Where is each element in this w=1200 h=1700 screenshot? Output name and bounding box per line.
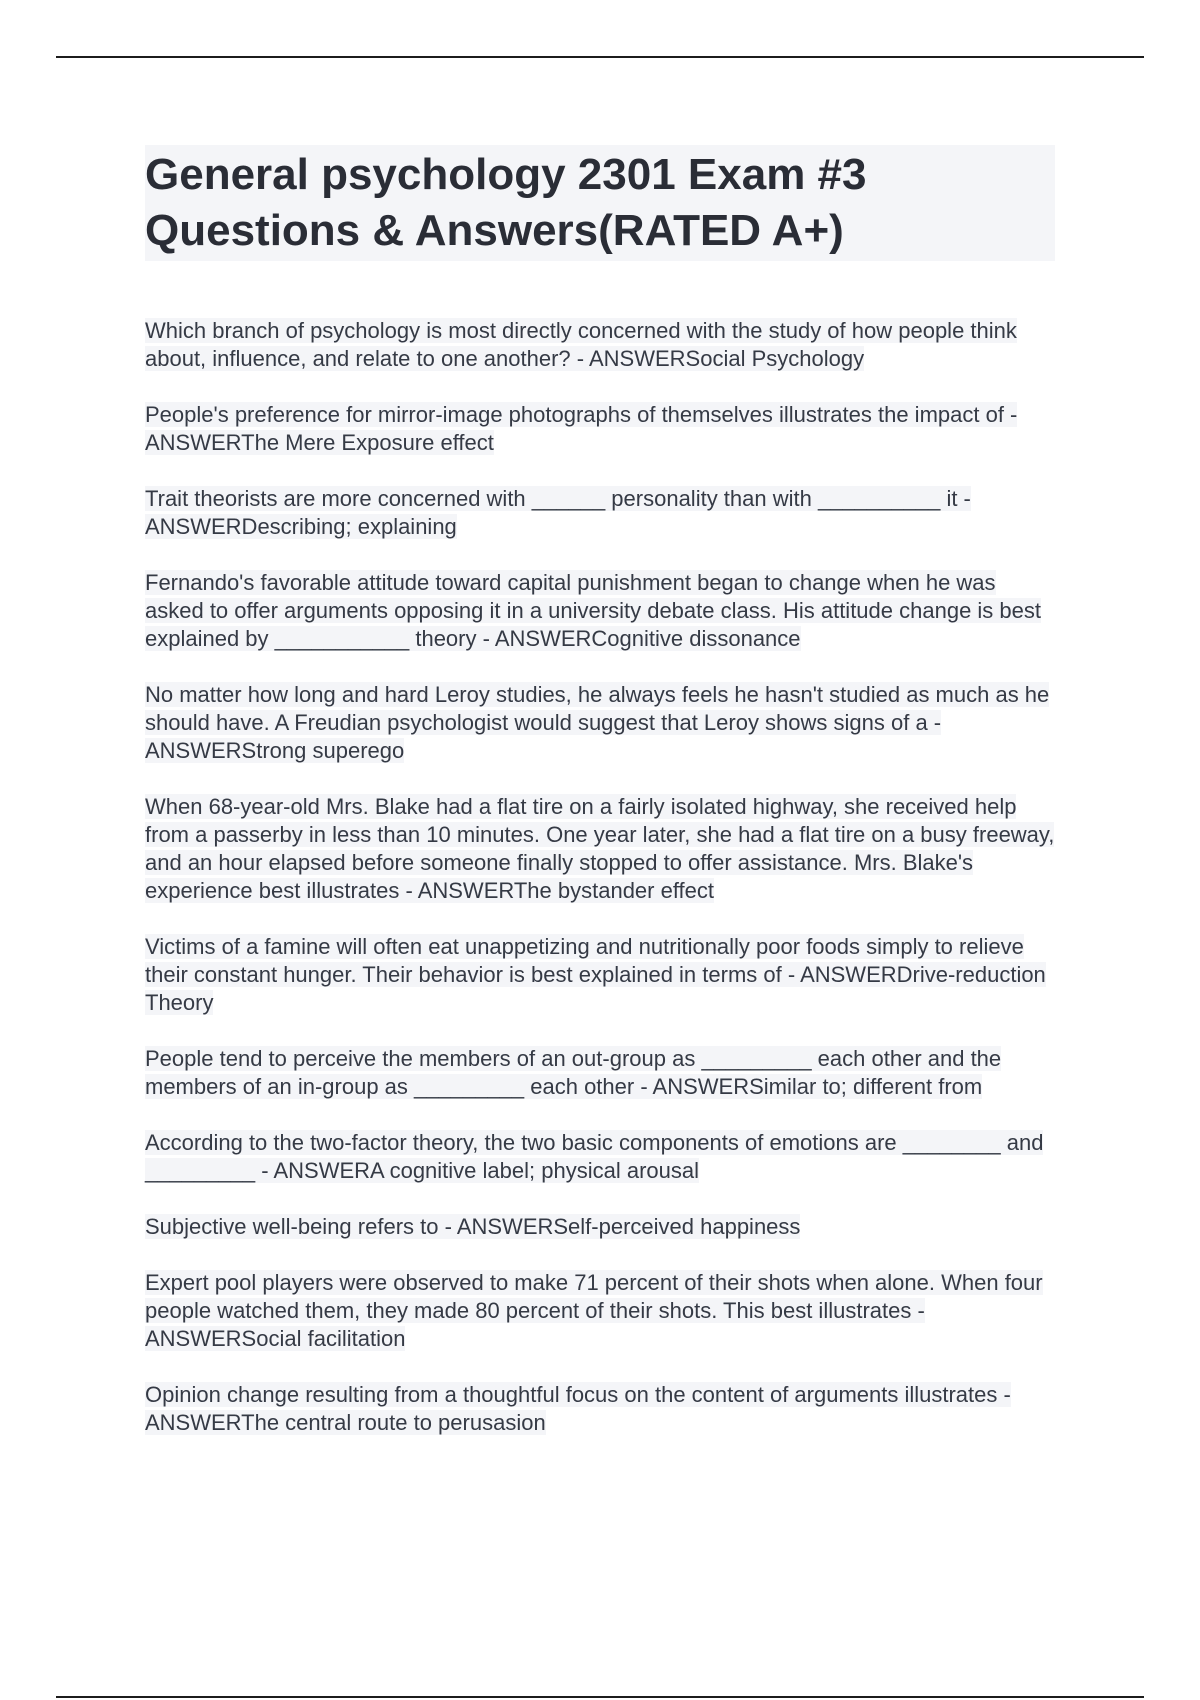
bottom-rule <box>56 1696 1144 1698</box>
qa-item: When 68-year-old Mrs. Blake had a flat tire on a fairly isolated highway, she received help from a passerby in less than 10 minutes. One year later, she had a flat tire on a busy freeway, and an hour elapsed before someone finally stopped to offer assistance. Mrs. Blake's experience best illustrates - ANSWERThe bystander effect <box>145 794 1055 903</box>
qa-item: According to the two-factor theory, the two basic components of emotions are ________ and _________ - ANSWERA cognitive label; physical arousal <box>145 1130 1044 1183</box>
qa-item: Opinion change resulting from a thoughtful focus on the content of arguments illustrates - ANSWERThe central route to perusasion <box>145 1382 1011 1435</box>
qa-item: People's preference for mirror-image photographs of themselves illustrates the impact of - ANSWERThe Mere Exposure effect <box>145 402 1018 455</box>
qa-item: Expert pool players were observed to make 71 percent of their shots when alone. When four people watched them, they made 80 percent of their shots. This best illustrates - ANSWERSocial facilitation <box>145 1270 1043 1351</box>
qa-item: Victims of a famine will often eat unappetizing and nutritionally poor foods simply to relieve their constant hunger. Their behavior is best explained in terms of - ANSWERDrive-reduction Theory <box>145 934 1046 1015</box>
qa-item: Which branch of psychology is most directly concerned with the study of how people think about, influence, and relate to one another? - ANSWERSocial Psychology <box>145 318 1017 371</box>
qa-item: Subjective well-being refers to - ANSWERSelf-perceived happiness <box>145 1214 801 1239</box>
document-title: General psychology 2301 Exam #3 Questions & Answers(RATED A+) <box>145 145 1055 261</box>
qa-item: Fernando's favorable attitude toward capital punishment began to change when he was asked to offer arguments opposing it in a university debate class. His attitude change is best explained by ___________ theory - ANSWERCognitive dissonance <box>145 570 1041 651</box>
top-rule <box>56 56 1144 58</box>
qa-item: No matter how long and hard Leroy studies, he always feels he hasn't studied as much as he should have. A Freudian psychologist would suggest that Leroy shows signs of a - ANSWERStrong superego <box>145 682 1050 763</box>
qa-item: Trait theorists are more concerned with ______ personality than with __________ it - ANSWERDescribing; explaining <box>145 486 971 539</box>
qa-list <box>145 317 1055 1437</box>
document-body <box>145 145 1055 1465</box>
qa-item: People tend to perceive the members of an out-group as _________ each other and the members of an in-group as _________ each other - ANSWERSimilar to; different from <box>145 1046 1002 1099</box>
